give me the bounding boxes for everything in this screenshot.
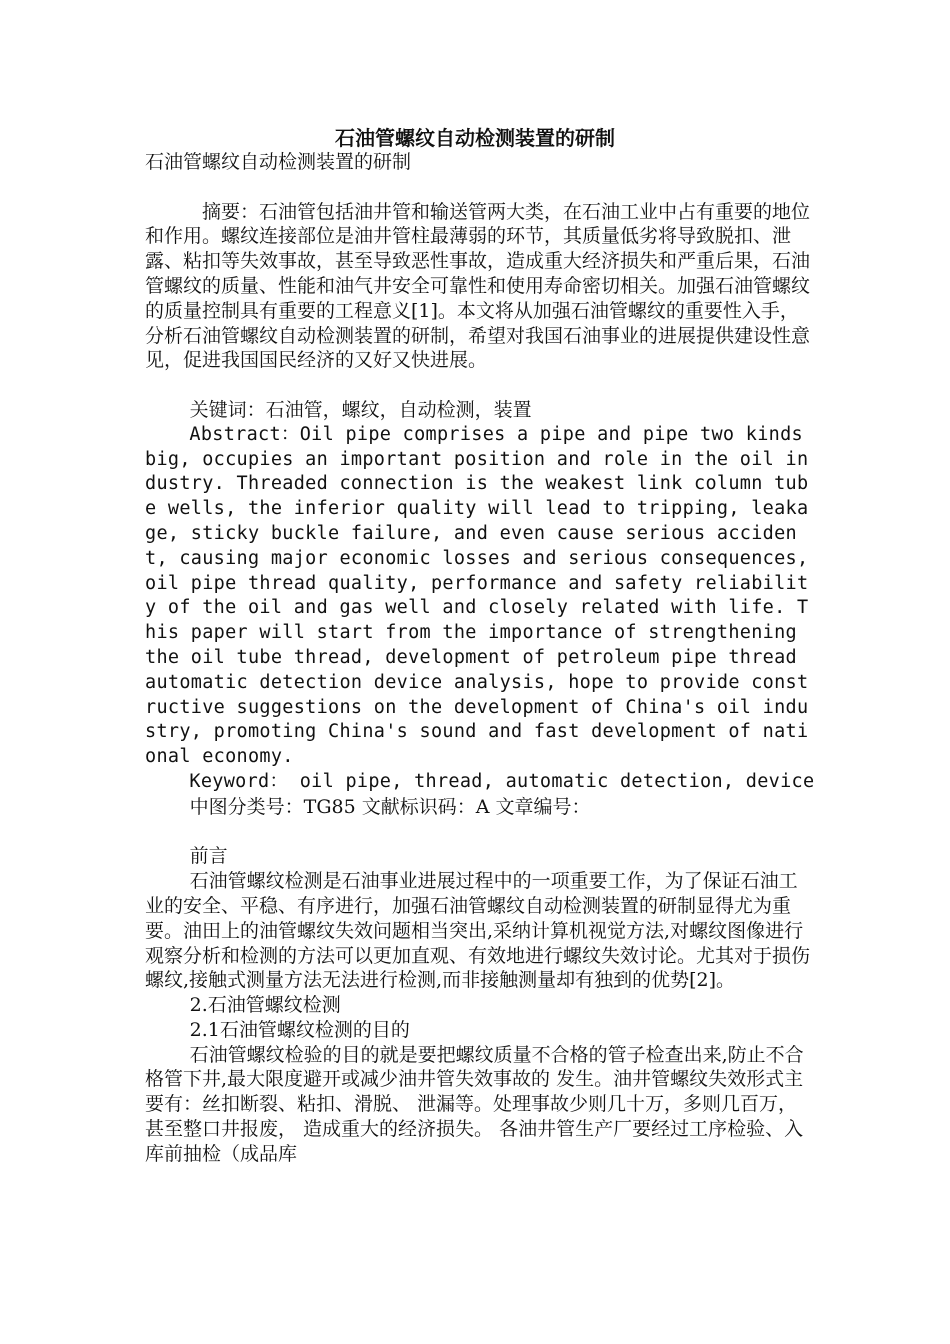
keywords-english: Keyword： oil pipe, thread, automatic detection, device bbox=[189, 770, 815, 792]
preface-paragraph: 石油管螺纹检测是石油事业进展过程中的一项重要工作，为了保证石油工业的安全、平稳、有序进行，加强石油管螺纹自动检测装置的研制显得尤为重要。油田上的油管螺纹失效问题相当突出,采纳计算机视觉方法,对螺纹图像进行观察分析和检测的方法可以更加直观、有效地进行螺纹失效讨论。尤其对于损伤螺纹,接触式测量方法无法进行检测,而非接触测量却有独到的优势[2]。 bbox=[145, 870, 811, 992]
classification-line: 中图分类号：TG85 文献标识码：A 文章编号： bbox=[189, 795, 591, 818]
blank-line bbox=[145, 820, 815, 845]
document-body bbox=[145, 150, 820, 1167]
section-2-1-paragraph: 石油管螺纹检验的目的就是要把螺纹质量不合格的管子检查出来,防止不合格管下井,最大限度避开或减少油井管失效事故的 发生。油井管螺纹失效形式主要有：丝扣断裂、粘扣、滑脱、 泄漏等。处理事故少则几十万，多则几百万，甚至整口井报废， 造成重大的经济损失。 各油井管生产厂要经过工序检验、入库前抽检（成品库 bbox=[145, 1043, 804, 1165]
blank-line bbox=[145, 175, 815, 200]
preface-heading: 前言 bbox=[189, 845, 228, 868]
blank-line bbox=[145, 373, 815, 398]
document-subtitle: 石油管螺纹自动检测装置的研制 bbox=[145, 151, 412, 173]
keywords-chinese: 关键词：石油管，螺纹，自动检测，装置 bbox=[189, 398, 532, 421]
section-2-heading: 2.石油管螺纹检测 bbox=[189, 994, 341, 1017]
abstract-english: Abstract：Oil pipe comprises a pipe and pipe two kinds big, occupies an important position and role in the oil industry. Threaded connection is the weakest link column tube wells, the inferior quality will lead to tripping, leakage, sticky buckle failure, and even cause serious accident, causing major economic losses and serious consequences, oil pipe thread quality, performance and safety reliability of the oil and gas well and closely related with life. This paper will start from the importance of strengthening the oil tube thread, development of petroleum pipe thread automatic detection device analysis, hope to provide constructive suggestions on the development of China's oil industry, promoting China's sound and fast development of national economy. bbox=[145, 423, 820, 768]
section-2-1-heading: 2.1石油管螺纹检测的目的 bbox=[189, 1018, 410, 1041]
document-title: 石油管螺纹自动检测装置的研制 bbox=[335, 126, 615, 150]
abstract-chinese: 摘要：石油管包括油井管和输送管两大类，在石油工业中占有重要的地位和作用。螺纹连接部位是油井管柱最薄弱的环节，其质量低劣将导致脱扣、泄露、粘扣等失效事故，甚至导致恶性事故，造成重大经济损失和严重后果，石油管螺纹的质量、性能和油气井安全可靠性和使用寿命密切相关。加强石油管螺纹的质量控制具有重要的工程意义[1]。本文将从加强石油管螺纹的重要性入手，分析石油管螺纹自动检测装置的研制，希望对我国石油事业的进展提供建设性意见，促进我国国民经济的又好又快进展。 bbox=[145, 200, 811, 372]
